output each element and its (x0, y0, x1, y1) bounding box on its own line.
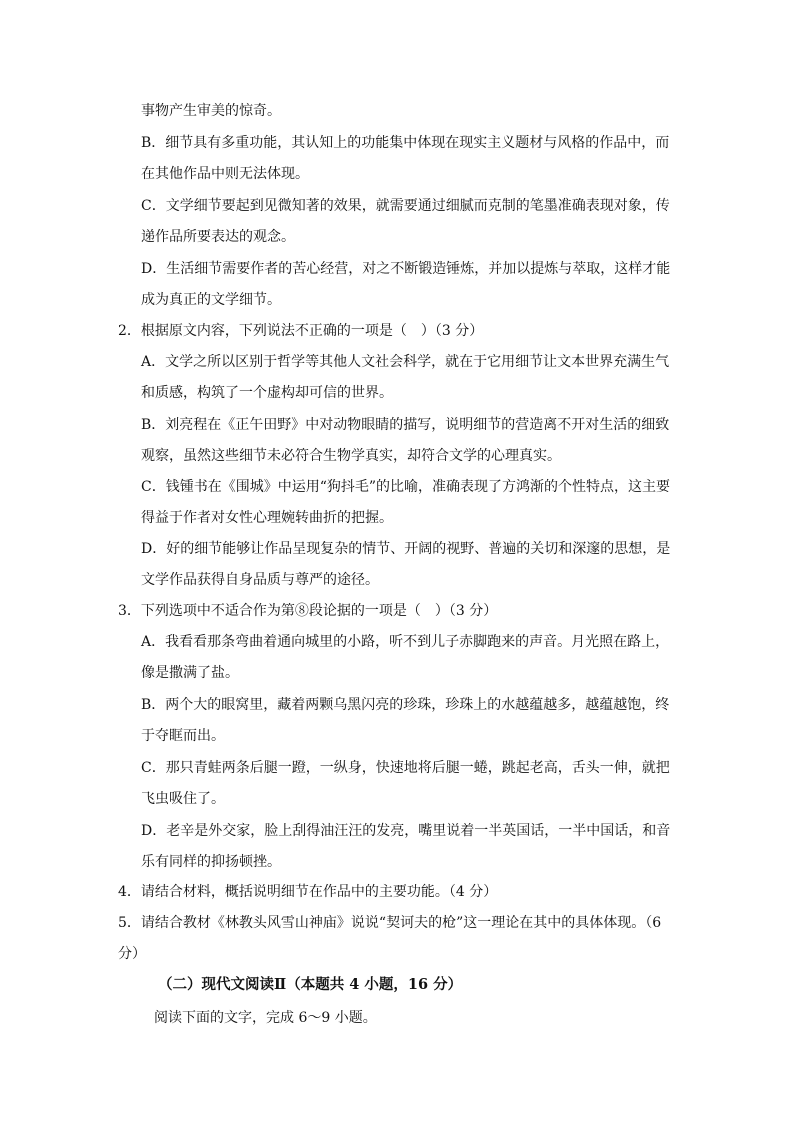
q2-option-a-cont: 和质感，构筑了一个虚构却可信的世界。 (141, 385, 393, 401)
question-5-cont: 分） (118, 946, 146, 962)
q2-option-c: C．钱锺书在《围城》中运用“狗抖毛”的比喻，准确表现了方鸿渐的个性特点，这主要 (141, 479, 671, 495)
q2-option-c-cont: 得益于作者对女性心理婉转曲折的把握。 (141, 510, 393, 526)
q3-option-a-cont: 像是撒满了盐。 (141, 665, 239, 681)
q3-option-b: B．两个大的眼窝里，藏着两颗乌黑闪亮的珍珠，珍珠上的水越蕴越多，越蕴越饱，终 (141, 697, 670, 713)
q1-option-b: B．细节具有多重功能，其认知上的功能集中体现在现实主义题材与风格的作品中，而 (141, 135, 670, 151)
q3-option-d-cont: 乐有同样的抑扬顿挫。 (141, 854, 281, 870)
q2-option-a: A．文学之所以区别于哲学等其他人文社会科学，就在于它用细节让文本世界充满生气 (141, 354, 670, 370)
q1-option-b-cont: 在其他作品中则无法体现。 (141, 166, 309, 182)
q2-option-d-cont: 文学作品获得自身品质与尊严的途径。 (141, 572, 379, 588)
question-3: 3．下列选项中不适合作为第⑧段论据的一项是（ ）（3 分） (118, 603, 498, 619)
q1-option-c-cont: 递作品所要表达的观念。 (141, 229, 295, 245)
q1-option-c: C．文学细节要起到见微知著的效果，就需要通过细腻而克制的笔墨准确表现对象，传 (141, 198, 670, 214)
section-heading: （二）现代文阅读Ⅱ（本题共 4 小题，16 分） (158, 976, 463, 993)
question-4: 4．请结合材料，概括说明细节在作品中的主要功能。（4 分） (118, 884, 498, 900)
question-5: 5．请结合教材《林教头风雪山神庙》说说“契诃夫的枪”这一理论在其中的具体体现。（6 (118, 915, 662, 931)
question-2: 2．根据原文内容，下列说法不正确的一项是（ ）（3 分） (118, 323, 484, 339)
q2-option-b-cont: 观察，虽然这些细节未必符合生物学真实，却符合文学的心理真实。 (141, 448, 561, 464)
q1-option-d: D．生活细节需要作者的苦心经营，对之不断锻造锤炼，并加以提炼与萃取，这样才能 (141, 261, 671, 277)
option-a-tail: 事物产生审美的惊奇。 (141, 103, 281, 119)
q3-option-d: D．老辛是外交家，脸上刮得油汪汪的发亮，嘴里说着一半英国话，一半中国话，和音 (141, 823, 671, 839)
q3-option-c: C．那只青蛙两条后腿一蹬，一纵身，快速地将后腿一蜷，跳起老高，舌头一伸，就把 (141, 760, 670, 776)
q2-option-d: D．好的细节能够让作品呈现复杂的情节、开阔的视野、普遍的关切和深邃的思想，是 (141, 541, 671, 557)
q3-option-a: A．我看看那条弯曲着通向城里的小路，听不到儿子赤脚跑来的声音。月光照在路上， (141, 634, 670, 650)
section-instruction: 阅读下面的文字，完成 6～9 小题。 (154, 1010, 377, 1026)
q2-option-b: B．刘亮程在《正午田野》中对动物眼睛的描写，说明细节的营造离不开对生活的细致 (141, 417, 670, 433)
q3-option-c-cont: 飞虫吸住了。 (141, 791, 225, 807)
q1-option-d-cont: 成为真正的文学细节。 (141, 292, 281, 308)
q3-option-b-cont: 于夺眶而出。 (141, 728, 225, 744)
